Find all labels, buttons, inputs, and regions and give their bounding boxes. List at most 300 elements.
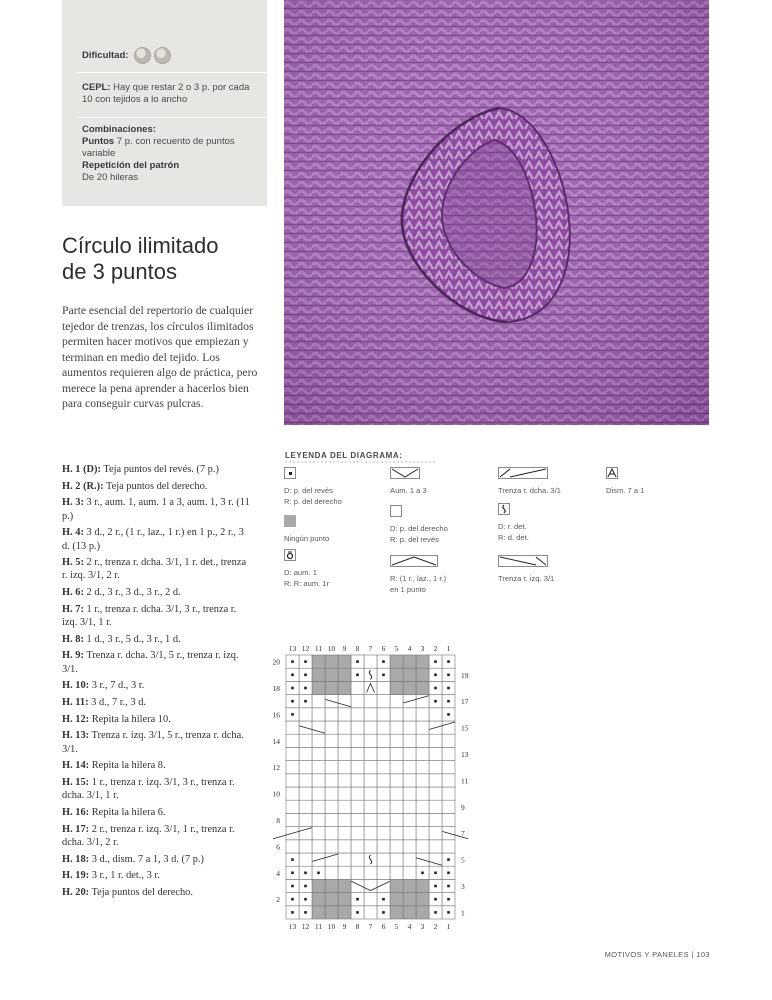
chart-column-number: 1 bbox=[446, 644, 451, 653]
chart-cell bbox=[338, 655, 351, 668]
chart-cell bbox=[390, 813, 403, 826]
row-instruction bbox=[62, 823, 252, 849]
chart-cell bbox=[377, 747, 390, 760]
chart-cell bbox=[377, 800, 390, 813]
chart-cell bbox=[403, 813, 416, 826]
chart-column-number: 4 bbox=[407, 922, 412, 931]
chart-cell bbox=[429, 774, 442, 787]
row-instruction bbox=[62, 806, 252, 819]
chart-cell bbox=[403, 866, 416, 879]
chart-cell bbox=[377, 708, 390, 721]
purl-dot bbox=[382, 898, 385, 901]
chart-cell bbox=[325, 787, 338, 800]
chart-cell bbox=[338, 721, 351, 734]
purl-dot bbox=[317, 872, 320, 875]
chart-cell bbox=[299, 800, 312, 813]
row-text: 2 r., trenza r. dcha. 3/1, 1 r. det., trenza r. izq. 3/1, 2 r. bbox=[62, 557, 247, 582]
chart-cell bbox=[364, 774, 377, 787]
chart-row-number: 19 bbox=[461, 670, 469, 680]
legend-knit bbox=[390, 505, 448, 545]
chart-cell bbox=[390, 906, 403, 919]
chart-cell bbox=[312, 813, 325, 826]
chart-row-number: 18 bbox=[272, 684, 280, 693]
chart-cell bbox=[390, 721, 403, 734]
chart-cell bbox=[429, 747, 442, 760]
chart-row-number: 9 bbox=[461, 802, 465, 812]
chart-cell bbox=[299, 853, 312, 866]
purl-dot bbox=[447, 872, 450, 875]
chart-column-number: 10 bbox=[327, 644, 336, 653]
chart-cell bbox=[338, 734, 351, 747]
chart-cell bbox=[312, 893, 325, 906]
chart-cell bbox=[390, 787, 403, 800]
chart-cell bbox=[403, 734, 416, 747]
chart-cell bbox=[351, 866, 364, 879]
chart-cell bbox=[416, 879, 429, 892]
row-instruction bbox=[62, 463, 252, 476]
row-text: 3 d., 7 r., 3 d. bbox=[88, 697, 146, 709]
chart-cell bbox=[299, 774, 312, 787]
twisted-stitch-symbol-icon bbox=[498, 503, 510, 515]
chart-cell bbox=[364, 893, 377, 906]
no-stitch-symbol-icon bbox=[284, 515, 296, 527]
chart-row-number: 16 bbox=[272, 710, 280, 720]
chart-cell bbox=[442, 813, 455, 826]
row-label: H. 15: bbox=[62, 777, 90, 789]
purl-dot bbox=[291, 687, 294, 690]
chart-cell bbox=[286, 840, 299, 853]
row-label: H. 4: bbox=[62, 527, 84, 539]
chart-cell bbox=[364, 800, 377, 813]
chart-cell bbox=[403, 655, 416, 668]
chart-cell bbox=[416, 734, 429, 747]
chart-cell bbox=[377, 734, 390, 747]
chart-cell bbox=[338, 840, 351, 853]
purl-dot bbox=[356, 911, 359, 914]
chart-cell bbox=[325, 708, 338, 721]
stitches-label: Puntos bbox=[82, 136, 115, 147]
chart-cell bbox=[403, 721, 416, 734]
chart-cell bbox=[338, 681, 351, 694]
chart-cell bbox=[364, 655, 377, 668]
chart-row-number: 11 bbox=[461, 776, 469, 786]
chart-cell bbox=[403, 840, 416, 853]
purl-dot bbox=[447, 885, 450, 888]
chart-column-number: 8 bbox=[355, 922, 360, 931]
legend-rule bbox=[285, 461, 445, 463]
chart-cell bbox=[325, 853, 338, 866]
purl-dot bbox=[434, 898, 437, 901]
chart-cell bbox=[416, 787, 429, 800]
chart-column-number: 12 bbox=[301, 922, 310, 931]
chart-cell bbox=[286, 761, 299, 774]
difficulty-label: Dificultad: bbox=[82, 50, 129, 62]
row-text: Teja puntos del derecho. bbox=[89, 886, 193, 898]
title-line: Círculo ilimitado bbox=[62, 233, 219, 258]
chart-grid bbox=[273, 655, 468, 919]
chart-cell bbox=[403, 853, 416, 866]
purl-dot bbox=[434, 700, 437, 703]
chart-cell bbox=[312, 695, 325, 708]
chart-cell bbox=[312, 800, 325, 813]
chart-cell bbox=[364, 695, 377, 708]
chart-cell bbox=[416, 695, 429, 708]
chart-cell bbox=[338, 827, 351, 840]
chart-cell bbox=[442, 734, 455, 747]
row-instruction bbox=[62, 869, 252, 882]
chart-cell bbox=[416, 655, 429, 668]
row-text: 2 d., 3 r., 3 d., 3 r., 2 d. bbox=[83, 587, 181, 599]
chart-cell bbox=[325, 893, 338, 906]
legend-yo bbox=[390, 555, 446, 595]
legend-text: D: aum. 1 bbox=[284, 568, 317, 577]
row-text: Teja puntos del revés. (7 p.) bbox=[100, 464, 219, 475]
difficulty-row bbox=[82, 47, 257, 64]
chart-cell bbox=[442, 747, 455, 760]
chart-cell bbox=[390, 893, 403, 906]
chart-cell bbox=[286, 774, 299, 787]
row-text: Repita la hilera 8. bbox=[89, 760, 166, 772]
increase-symbol-icon bbox=[284, 549, 296, 561]
chart-cell bbox=[338, 906, 351, 919]
purl-dot bbox=[447, 858, 450, 861]
purl-dot bbox=[291, 674, 294, 677]
purl-dot bbox=[304, 898, 307, 901]
chart-column-number: 7 bbox=[368, 644, 373, 653]
chart-cell bbox=[377, 866, 390, 879]
chart-row-number: 13 bbox=[461, 750, 469, 759]
chart-cell bbox=[377, 787, 390, 800]
row-text: Teja puntos del derecho. bbox=[103, 480, 208, 492]
chart-row-number: 15 bbox=[461, 723, 469, 733]
chart-cell bbox=[364, 840, 377, 853]
purl-dot bbox=[447, 700, 450, 703]
row-text: Repita la hilera 6. bbox=[89, 806, 166, 818]
row-text: 1 r., trenza r. izq. 3/1, 3 r., trenza r. dcha. 3/1, 1 r. bbox=[62, 777, 235, 802]
chart-cell bbox=[390, 827, 403, 840]
chart-column-number: 13 bbox=[288, 644, 297, 653]
chart-cell bbox=[377, 761, 390, 774]
chart-column-number: 2 bbox=[433, 922, 438, 931]
chart-cell bbox=[325, 827, 338, 840]
purl-dot bbox=[304, 687, 307, 690]
row-label: H. 20: bbox=[62, 886, 90, 898]
row-text: 2 r., trenza r. izq. 3/1, 1 r., trenza r. dcha. 3/1, 2 r. bbox=[62, 823, 235, 848]
chart-cell bbox=[325, 721, 338, 734]
chart-cell bbox=[325, 681, 338, 694]
row-label: H. 11: bbox=[62, 697, 89, 709]
knit-swatch-photo bbox=[284, 0, 709, 425]
purl-dot bbox=[291, 898, 294, 901]
row-instruction bbox=[62, 649, 252, 675]
chart-cell bbox=[364, 827, 377, 840]
chart-cell bbox=[377, 774, 390, 787]
chart-column-number: 9 bbox=[342, 644, 347, 653]
chart-cell bbox=[338, 800, 351, 813]
purl-dot bbox=[304, 872, 307, 875]
row-text: Trenza r. dcha. 3/1, 5 r., trenza r. izq. 3/1. bbox=[62, 650, 239, 675]
legend-title: LEYENDA DEL DIAGRAMA: bbox=[285, 451, 403, 460]
chart-cell bbox=[429, 853, 442, 866]
chart-cell bbox=[325, 761, 338, 774]
chart-cell bbox=[351, 681, 364, 694]
chart-cell bbox=[351, 853, 364, 866]
purl-dot bbox=[447, 687, 450, 690]
legend-no-stitch bbox=[284, 515, 329, 544]
cable-left-symbol-icon bbox=[498, 555, 548, 567]
purl-dot bbox=[434, 911, 437, 914]
chart-cell bbox=[377, 840, 390, 853]
row-text: Repita la hilera 10. bbox=[89, 713, 171, 725]
legend-text: R: p. del revés bbox=[390, 535, 439, 544]
cepl-row bbox=[82, 82, 257, 106]
purl-dot bbox=[447, 674, 450, 677]
chart-cell bbox=[403, 906, 416, 919]
purl-dot bbox=[291, 858, 294, 861]
chart-cell bbox=[403, 800, 416, 813]
chart-cell bbox=[325, 774, 338, 787]
row-instruction bbox=[62, 886, 252, 899]
chart-cell bbox=[416, 708, 429, 721]
chart-cell bbox=[325, 906, 338, 919]
chart-column-number: 10 bbox=[327, 922, 336, 931]
chart-row-number: 6 bbox=[276, 842, 280, 852]
chart-row-number: 5 bbox=[461, 855, 465, 865]
chart-cell bbox=[416, 840, 429, 853]
chart-cell bbox=[351, 695, 364, 708]
stitches-text: 7 p. con recuento de puntos variable bbox=[82, 136, 235, 159]
chart-cell bbox=[403, 774, 416, 787]
row-text: 3 d., dism. 7 a 1, 3 d. (7 p.) bbox=[89, 853, 205, 865]
chart-cell bbox=[299, 840, 312, 853]
chart-cell bbox=[351, 721, 364, 734]
chart-cell bbox=[325, 840, 338, 853]
combinations-row bbox=[82, 124, 257, 184]
legend-text: R: p. del derecho bbox=[284, 497, 342, 506]
chart-cell bbox=[325, 866, 338, 879]
chart-cell bbox=[390, 708, 403, 721]
purl-dot bbox=[447, 660, 450, 663]
chart-cell bbox=[299, 787, 312, 800]
chart-cell bbox=[403, 708, 416, 721]
chart-cell bbox=[442, 721, 455, 734]
chart-cell bbox=[377, 695, 390, 708]
row-instruction bbox=[62, 696, 252, 709]
chart-cell bbox=[351, 734, 364, 747]
chart-cell bbox=[312, 774, 325, 787]
chart-cell bbox=[312, 827, 325, 840]
chart-cell bbox=[312, 840, 325, 853]
chart-cell bbox=[351, 787, 364, 800]
chart-cell bbox=[299, 708, 312, 721]
row-text: 3 d., 2 r., (1 r., laz., 1 r.) en 1 p., 2 r., 3 d. (13 p.) bbox=[62, 527, 244, 552]
chart-cell bbox=[416, 774, 429, 787]
chart-cell bbox=[325, 813, 338, 826]
chart-cell bbox=[416, 721, 429, 734]
chart-cell bbox=[403, 747, 416, 760]
chart-cell bbox=[338, 668, 351, 681]
row-label: H. 6: bbox=[62, 587, 84, 599]
cepl-label: CEPL: bbox=[82, 82, 111, 93]
chart-cell bbox=[325, 879, 338, 892]
chart-cell bbox=[403, 879, 416, 892]
chart-column-number: 4 bbox=[407, 644, 412, 653]
increase-1-to-3-icon bbox=[390, 467, 420, 479]
chart-cell bbox=[338, 813, 351, 826]
chart-cell bbox=[364, 761, 377, 774]
decrease-7-to-1-icon bbox=[606, 467, 618, 479]
chart-cell bbox=[429, 827, 442, 840]
chart-cell bbox=[312, 761, 325, 774]
row-instruction bbox=[62, 633, 252, 646]
purl-dot bbox=[434, 872, 437, 875]
chart-cell bbox=[351, 708, 364, 721]
purl-dot bbox=[447, 911, 450, 914]
chart-cell bbox=[403, 761, 416, 774]
chart-column-number: 3 bbox=[420, 644, 425, 653]
row-text: Trenza r. izq. 3/1, 5 r., trenza r. dcha. 3/1. bbox=[62, 730, 244, 755]
chart-cell bbox=[403, 681, 416, 694]
chart-cell bbox=[416, 813, 429, 826]
chart-cell bbox=[325, 747, 338, 760]
chart-cell bbox=[429, 708, 442, 721]
chart-column-number: 9 bbox=[342, 922, 347, 931]
chart-cell bbox=[442, 800, 455, 813]
row-text: 3 r., 1 r. det., 3 r. bbox=[89, 870, 160, 882]
chart-column-number: 5 bbox=[394, 644, 399, 653]
legend-text: en 1 punto bbox=[390, 585, 426, 594]
cable-right-symbol-icon bbox=[498, 467, 548, 479]
chart-cell bbox=[325, 668, 338, 681]
chart-cell bbox=[312, 747, 325, 760]
chart-cell bbox=[377, 721, 390, 734]
chart-cell bbox=[416, 800, 429, 813]
chart-cell bbox=[312, 708, 325, 721]
knit-symbol-icon bbox=[390, 505, 402, 517]
row-instruction bbox=[62, 759, 252, 772]
title-line: de 3 puntos bbox=[62, 259, 177, 284]
chart-cell bbox=[312, 668, 325, 681]
row-instruction bbox=[62, 603, 252, 629]
purl-dot bbox=[382, 660, 385, 663]
chart-cell bbox=[338, 787, 351, 800]
chart-cell bbox=[312, 906, 325, 919]
row-instruction bbox=[62, 729, 252, 755]
chart-cell bbox=[338, 866, 351, 879]
chart-cell bbox=[286, 734, 299, 747]
legend-text: R: R: aum. 1r bbox=[284, 579, 330, 588]
row-label: H. 9: bbox=[62, 650, 84, 662]
purl-dot bbox=[304, 911, 307, 914]
chart-cell bbox=[429, 813, 442, 826]
chart-cell bbox=[377, 853, 390, 866]
chart-cell bbox=[364, 906, 377, 919]
legend-text: D: p. del derecho bbox=[390, 524, 448, 533]
legend-inc1 bbox=[284, 549, 329, 589]
row-instruction bbox=[62, 586, 252, 599]
purl-dot bbox=[382, 911, 385, 914]
row-instruction bbox=[62, 480, 252, 493]
chart-cell bbox=[338, 853, 351, 866]
chart-cell bbox=[338, 774, 351, 787]
purl-dot bbox=[304, 674, 307, 677]
legend-cable-right bbox=[498, 467, 561, 496]
row-text: 3 r., aum. 1, aum. 1 a 3, aum. 1, 3 r. (11 p.) bbox=[62, 497, 250, 522]
chart-cell bbox=[403, 893, 416, 906]
legend-text: D: p. del revés bbox=[284, 486, 333, 495]
purl-dot bbox=[291, 660, 294, 663]
chart-cell bbox=[442, 761, 455, 774]
chart-cell bbox=[364, 734, 377, 747]
chart-cell bbox=[390, 853, 403, 866]
chart-cell bbox=[390, 695, 403, 708]
divider bbox=[76, 72, 267, 73]
chart-cell bbox=[286, 787, 299, 800]
legend-tbl bbox=[498, 503, 529, 543]
row-label: H. 7: bbox=[62, 603, 84, 615]
info-box bbox=[62, 0, 267, 206]
purl-dot bbox=[291, 911, 294, 914]
chart-cell bbox=[364, 866, 377, 879]
chart-cell bbox=[351, 827, 364, 840]
chart-cell bbox=[286, 721, 299, 734]
chart-cell bbox=[416, 747, 429, 760]
chart-cell bbox=[286, 800, 299, 813]
row-label: H. 19: bbox=[62, 870, 90, 882]
chart-row-number: 14 bbox=[272, 736, 280, 746]
row-label: H. 16: bbox=[62, 806, 90, 818]
row-instruction bbox=[62, 556, 252, 582]
chart-cell bbox=[390, 840, 403, 853]
chart-cell bbox=[299, 813, 312, 826]
chart-cell bbox=[364, 721, 377, 734]
chart-column-number: 13 bbox=[288, 922, 297, 931]
cepl-text: Hay que restar 2 o 3 p. por cada 10 con tejidos a lo ancho bbox=[82, 82, 250, 105]
purl-dot bbox=[356, 898, 359, 901]
chart-column-number: 11 bbox=[314, 922, 323, 931]
chart-row-number: 3 bbox=[461, 882, 465, 891]
row-label: H. 14: bbox=[62, 760, 90, 772]
chart-cell bbox=[377, 681, 390, 694]
chart-cell bbox=[338, 708, 351, 721]
chart-cell bbox=[338, 747, 351, 760]
legend-text: Trenza r. izq. 3/1 bbox=[498, 574, 555, 583]
chart-cell bbox=[338, 761, 351, 774]
chart-row-number: 4 bbox=[276, 868, 280, 878]
purl-dot bbox=[304, 700, 307, 703]
purl-dot bbox=[291, 713, 294, 716]
chart-cell bbox=[351, 774, 364, 787]
intro-paragraph: Parte esencial del repertorio de cualquier tejedor de trenzas, los círculos ilimitados permiten hacer motivos que empiezan y terminan en medio del tejido. Los aumentos requieren algo de práctica, pero merece la pena aprender a hacerlos bien para conseguir curvas pulcras. bbox=[62, 304, 258, 410]
chart-cell bbox=[416, 681, 429, 694]
chart-cell bbox=[351, 840, 364, 853]
purl-dot bbox=[434, 674, 437, 677]
row-text: 1 d., 3 r., 5 d., 3 r., 1 d. bbox=[83, 633, 181, 645]
chart-cell bbox=[403, 787, 416, 800]
chart-cell bbox=[390, 668, 403, 681]
row-label: H. 3: bbox=[62, 497, 84, 509]
chart-row-number: 17 bbox=[461, 697, 469, 707]
legend-inc1to3 bbox=[390, 467, 427, 496]
chart-cell bbox=[416, 761, 429, 774]
chart-cell bbox=[390, 655, 403, 668]
chart-row-number: 20 bbox=[272, 657, 280, 667]
chart-cell bbox=[351, 813, 364, 826]
chart-cell bbox=[299, 827, 312, 840]
chart-column-number: 8 bbox=[355, 644, 360, 653]
legend-text: D: r. det. bbox=[498, 522, 527, 531]
chart-cell bbox=[390, 734, 403, 747]
